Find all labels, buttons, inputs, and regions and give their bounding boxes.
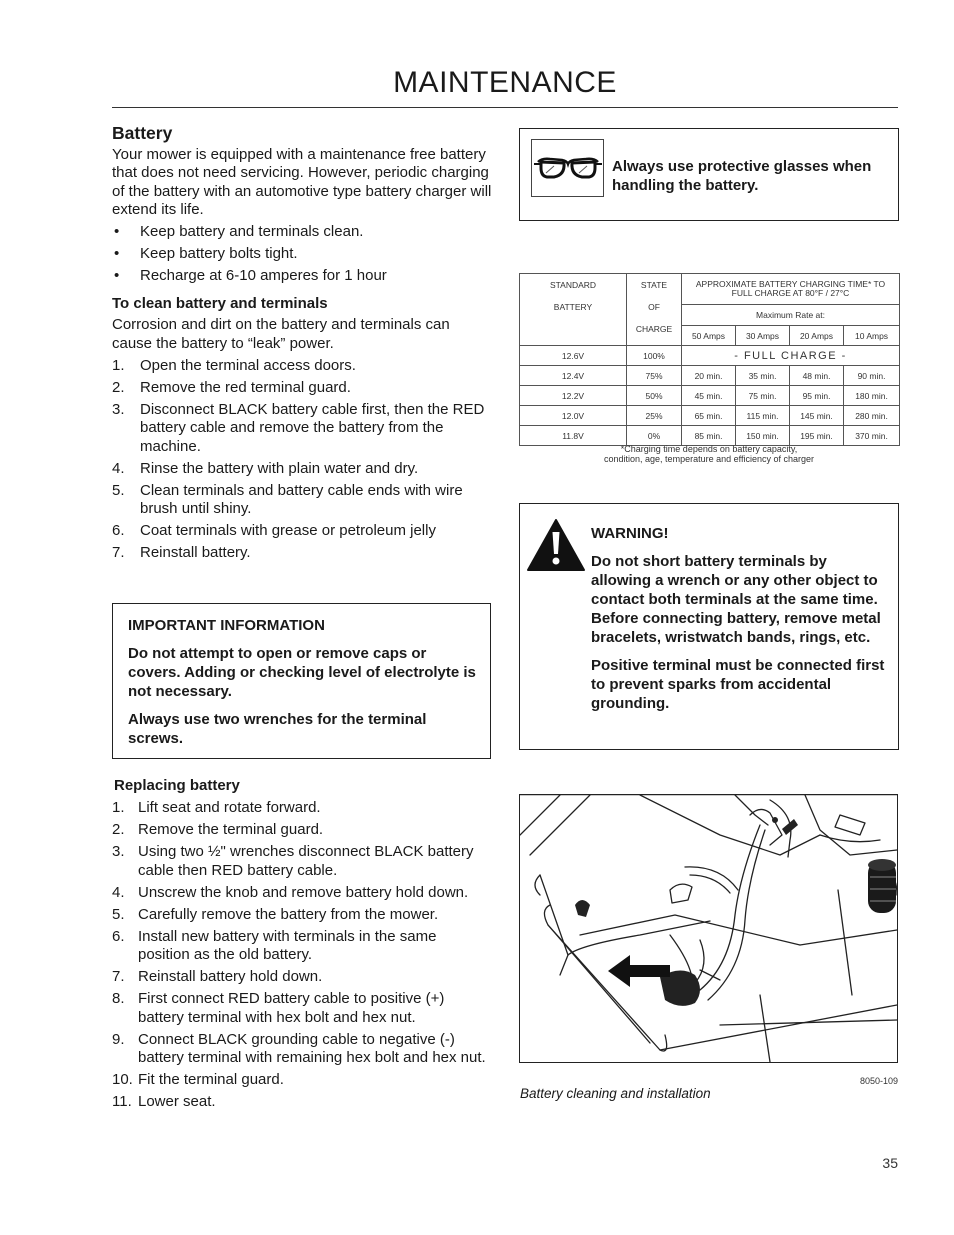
list-item: 7. Reinstall battery. bbox=[112, 544, 251, 561]
list-item: 3. Using two ½" wrenches disconnect BLACK battery cable then RED battery cable. bbox=[112, 843, 474, 879]
warning-triangle-icon bbox=[526, 518, 586, 577]
replacing-heading: Replacing battery bbox=[114, 777, 240, 794]
page-number: 35 bbox=[882, 1155, 898, 1171]
rate-cell: 10 Amps bbox=[844, 326, 900, 346]
battery-bullet-list bbox=[112, 223, 492, 286]
header-max-rate: Maximum Rate at: bbox=[682, 305, 900, 326]
list-item: • Keep battery bolts tight. bbox=[114, 245, 298, 262]
figure-caption: Battery cleaning and installation bbox=[520, 1086, 711, 1101]
protective-glasses-notice bbox=[519, 128, 899, 221]
important-text-1: Do not attempt to open or remove caps or covers. Adding or checking level of electrolyte is not necessary. bbox=[128, 645, 476, 700]
table-row: 12.4V 75% 20 min. 35 min. 48 min. 90 min. bbox=[520, 366, 900, 386]
battery-section bbox=[112, 124, 492, 563]
list-item: 4. Unscrew the knob and remove battery hold down. bbox=[112, 883, 469, 901]
important-text-2: Always use two wrenches for the terminal screws. bbox=[128, 711, 427, 747]
glasses-notice-text: Always use protective glasses when handling the battery. bbox=[612, 158, 872, 194]
table-row: 12.2V 50% 45 min. 75 min. 95 min. 180 min. bbox=[520, 386, 900, 406]
title-divider bbox=[112, 107, 898, 108]
replacing-section bbox=[112, 777, 492, 1112]
battery-heading: Battery bbox=[112, 123, 173, 143]
cleaning-heading: To clean battery and terminals bbox=[112, 294, 328, 312]
rate-cell: 50 Amps bbox=[682, 326, 736, 346]
header-state-of-charge: STATE OF CHARGE bbox=[627, 274, 682, 346]
cleaning-intro: Corrosion and dirt on the battery and terminals can cause the battery to “leak” power. bbox=[112, 316, 450, 352]
list-item: 9. Connect BLACK grounding cable to negative (-) battery terminal with remaining hex bolt and hex nut. bbox=[112, 1030, 486, 1066]
warning-text bbox=[591, 524, 891, 722]
list-item: 8. First connect RED battery cable to positive (+) battery terminal with hex bolt and hex nut. bbox=[112, 990, 445, 1026]
knob-shape bbox=[868, 859, 896, 913]
list-item: 7. Reinstall battery hold down. bbox=[112, 968, 323, 985]
list-item: 6. Coat terminals with grease or petroleum jelly bbox=[112, 522, 436, 539]
warning-text-2: Positive terminal must be connected first to prevent sparks from accidental grounding. bbox=[591, 657, 885, 712]
list-item: • Recharge at 6-10 amperes for 1 hour bbox=[114, 267, 387, 284]
important-title: IMPORTANT INFORMATION bbox=[128, 617, 325, 634]
warning-title: WARNING! bbox=[591, 525, 669, 542]
rate-cell: 30 Amps bbox=[736, 326, 790, 346]
list-item: 2. Remove the red terminal guard. bbox=[112, 378, 351, 396]
battery-illustration bbox=[519, 794, 898, 1063]
list-item: 6. Install new battery with terminals in the same position as the old battery. bbox=[112, 927, 437, 963]
figure-code: 8050-109 bbox=[859, 1076, 898, 1086]
list-item: 1. Open the terminal access doors. bbox=[112, 356, 356, 374]
list-item: 11. Lower seat. bbox=[112, 1093, 216, 1110]
warning-box bbox=[519, 503, 899, 750]
rate-cell: 20 Amps bbox=[790, 326, 844, 346]
list-item: • Keep battery and terminals clean. bbox=[114, 223, 364, 240]
safety-glasses-icon bbox=[531, 139, 604, 197]
list-item: 10. Fit the terminal guard. bbox=[112, 1071, 284, 1088]
page-title: MAINTENANCE bbox=[393, 66, 617, 99]
replacing-steps bbox=[112, 799, 492, 1112]
list-item: 1. Lift seat and rotate forward. bbox=[112, 799, 321, 816]
list-item: 5. Clean terminals and battery cable ends with wire brush until shiny. bbox=[112, 481, 463, 517]
cleaning-steps bbox=[112, 357, 492, 563]
header-standard-battery: STANDARD BATTERY bbox=[520, 274, 627, 346]
list-item: 4. Rinse the battery with plain water and dry. bbox=[112, 459, 419, 477]
list-item: 5. Carefully remove the battery from the mower. bbox=[112, 905, 439, 923]
list-item: 3. Disconnect BLACK battery cable first, then the RED battery cable and remove the battery from the machine. bbox=[112, 400, 485, 455]
table-row: 12.6V 100% - FULL CHARGE - bbox=[520, 346, 900, 366]
important-information-box bbox=[112, 603, 491, 759]
battery-charging-table bbox=[519, 273, 900, 446]
header-charging-time: APPROXIMATE BATTERY CHARGING TIME* TO FULL CHARGE AT 80°F / 27°C bbox=[682, 274, 900, 305]
table-row: 12.0V 25% 65 min. 115 min. 145 min. 280 min. bbox=[520, 406, 900, 426]
list-item: 2. Remove the terminal guard. bbox=[112, 821, 324, 838]
battery-intro: Your mower is equipped with a maintenance free battery that does not need servicing. However, periodic charging of the battery with an automotive type battery charger will extend its life. bbox=[112, 145, 492, 218]
full-charge-cell: - FULL CHARGE - bbox=[682, 346, 900, 366]
table-footnote: *Charging time depends on battery capacity, condition, age, temperature and efficiency of charger bbox=[604, 444, 814, 464]
warning-text-1: Do not short battery terminals by allowing a wrench or any other object to contact both terminals at the same time. Before connecting battery, remove metal bracelets, wristwatch bands, rings, etc. bbox=[591, 553, 881, 646]
table-row: 11.8V 0% 85 min. 150 min. 195 min. 370 min. bbox=[520, 426, 900, 446]
